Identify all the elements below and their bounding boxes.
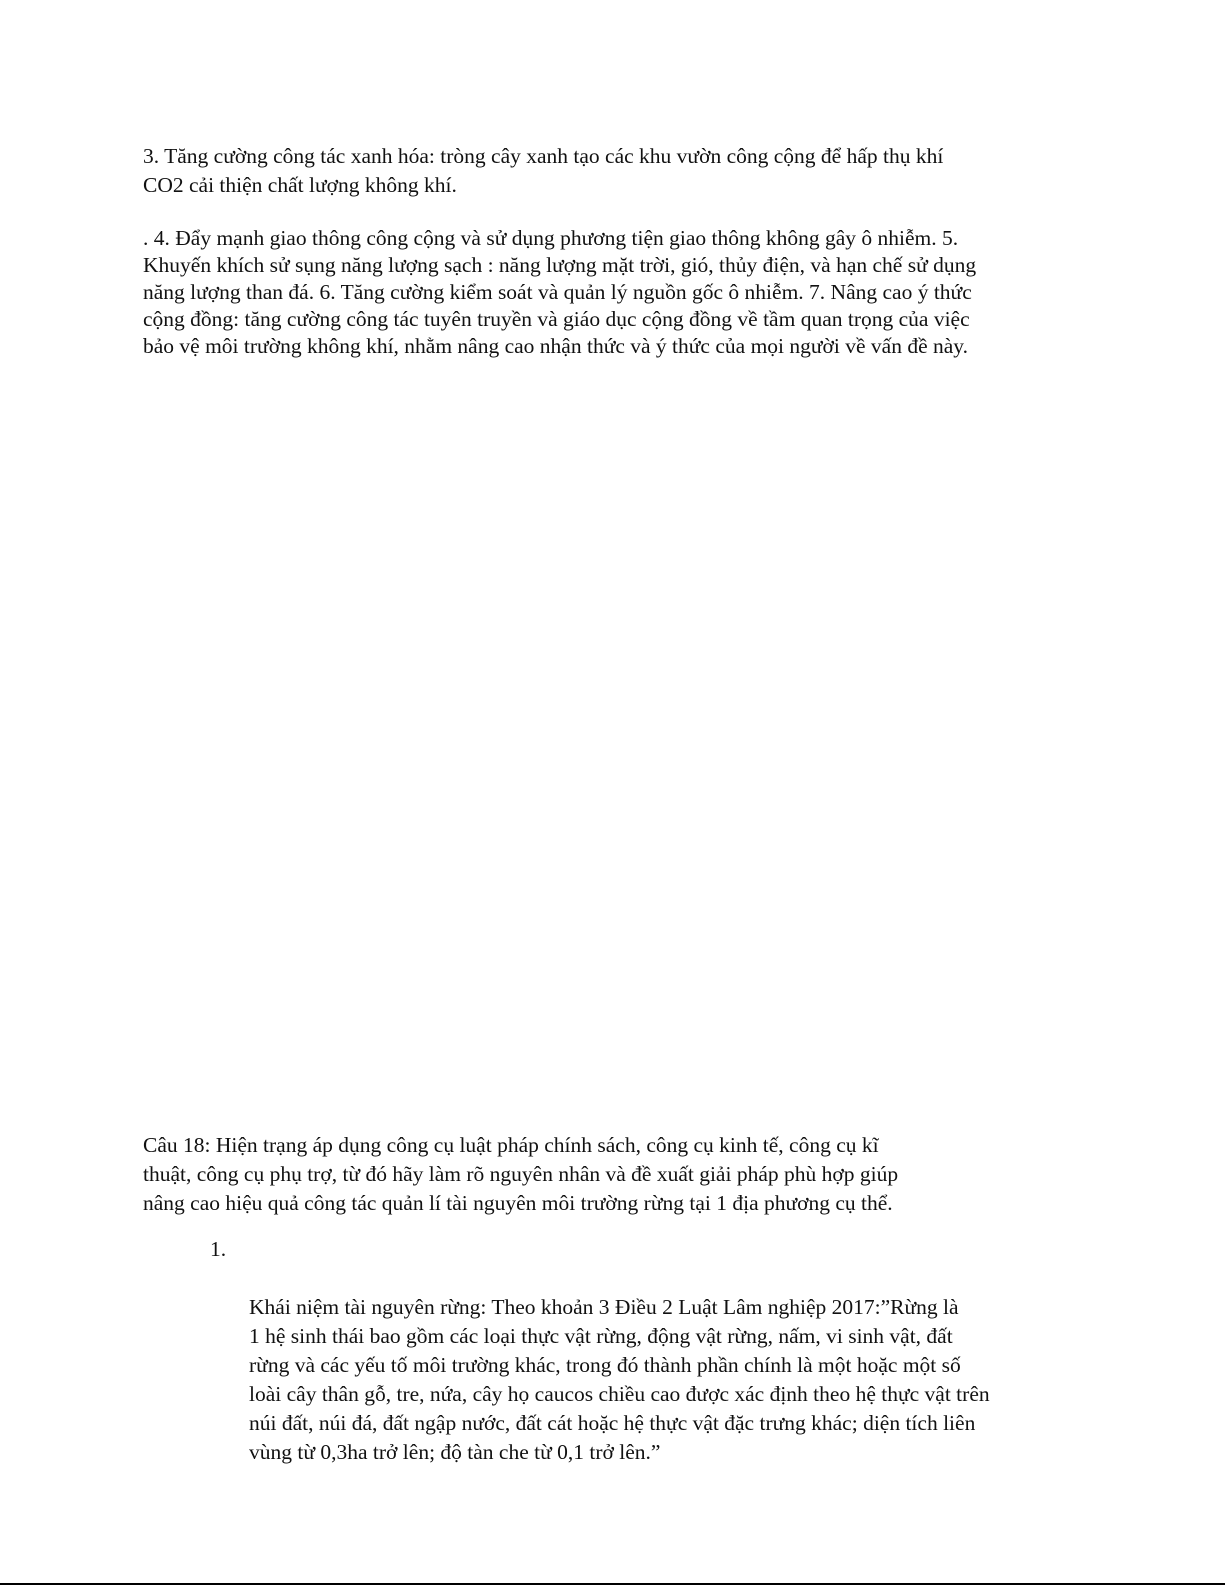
- question-18: Câu 18: Hiện trạng áp dụng công cụ luật pháp chính sách, công cụ kinh tế, công cụ kĩ thuật, công cụ phụ trợ, từ đó hãy làm rõ nguyên nhân và đề xuất giải pháp phù hợp giúp nâng cao hiệu quả công tác quản lí tài nguyên môi trường rừng tại 1 địa phương cụ thể.: [143, 1133, 899, 1215]
- list-item: [210, 1235, 1100, 1467]
- list-item-text: Khái niệm tài nguyên rừng: Theo khoản 3 Điều 2 Luật Lâm nghiệp 2017:”Rừng là 1 hệ sinh thái bao gồm các loại thực vật rừng, động vật rừng, nấm, vi sinh vật, đất rừng và các yếu tố môi trường khác, trong đó thành phần chính là một hoặc một số loài cây thân gỗ, tre, nứa, cây họ caucos chiều cao được xác định theo hệ thực vật trên núi đất, núi đá, đất ngập nước, đất cát hoặc hệ thực vật đặc trưng khác; diện tích liên vùng từ 0,3ha trở lên; độ tàn che từ 0,1 trở lên.”: [249, 1295, 990, 1464]
- paragraph-solutions: . 4. Đẩy mạnh giao thông công cộng và sử dụng phương tiện giao thông không gây ô nhiễm. 5. Khuyến khích sử sụng năng lượng sạch : năng lượng mặt trời, gió, thủy điện, và hạn chế sử dụng năng lượng than đá. 6. Tăng cường kiểm soát và quản lý nguồn gốc ô nhiễm. 7. Nâng cao ý thức cộng đồng: tăng cường công tác tuyên truyền và giáo dục cộng đồng về tầm quan trọng của việc bảo vệ môi trường không khí, nhằm nâng cao nhận thức và ý thức của mọi người về vấn đề này.: [143, 226, 977, 358]
- list-item-number: 1.: [210, 1237, 227, 1261]
- numbered-list: [210, 1235, 1100, 1467]
- paragraph-greening: 3. Tăng cường công tác xanh hóa: tròng cây xanh tạo các khu vườn công cộng để hấp thụ khí CO2 cải thiện chất lượng không khí.: [143, 144, 944, 197]
